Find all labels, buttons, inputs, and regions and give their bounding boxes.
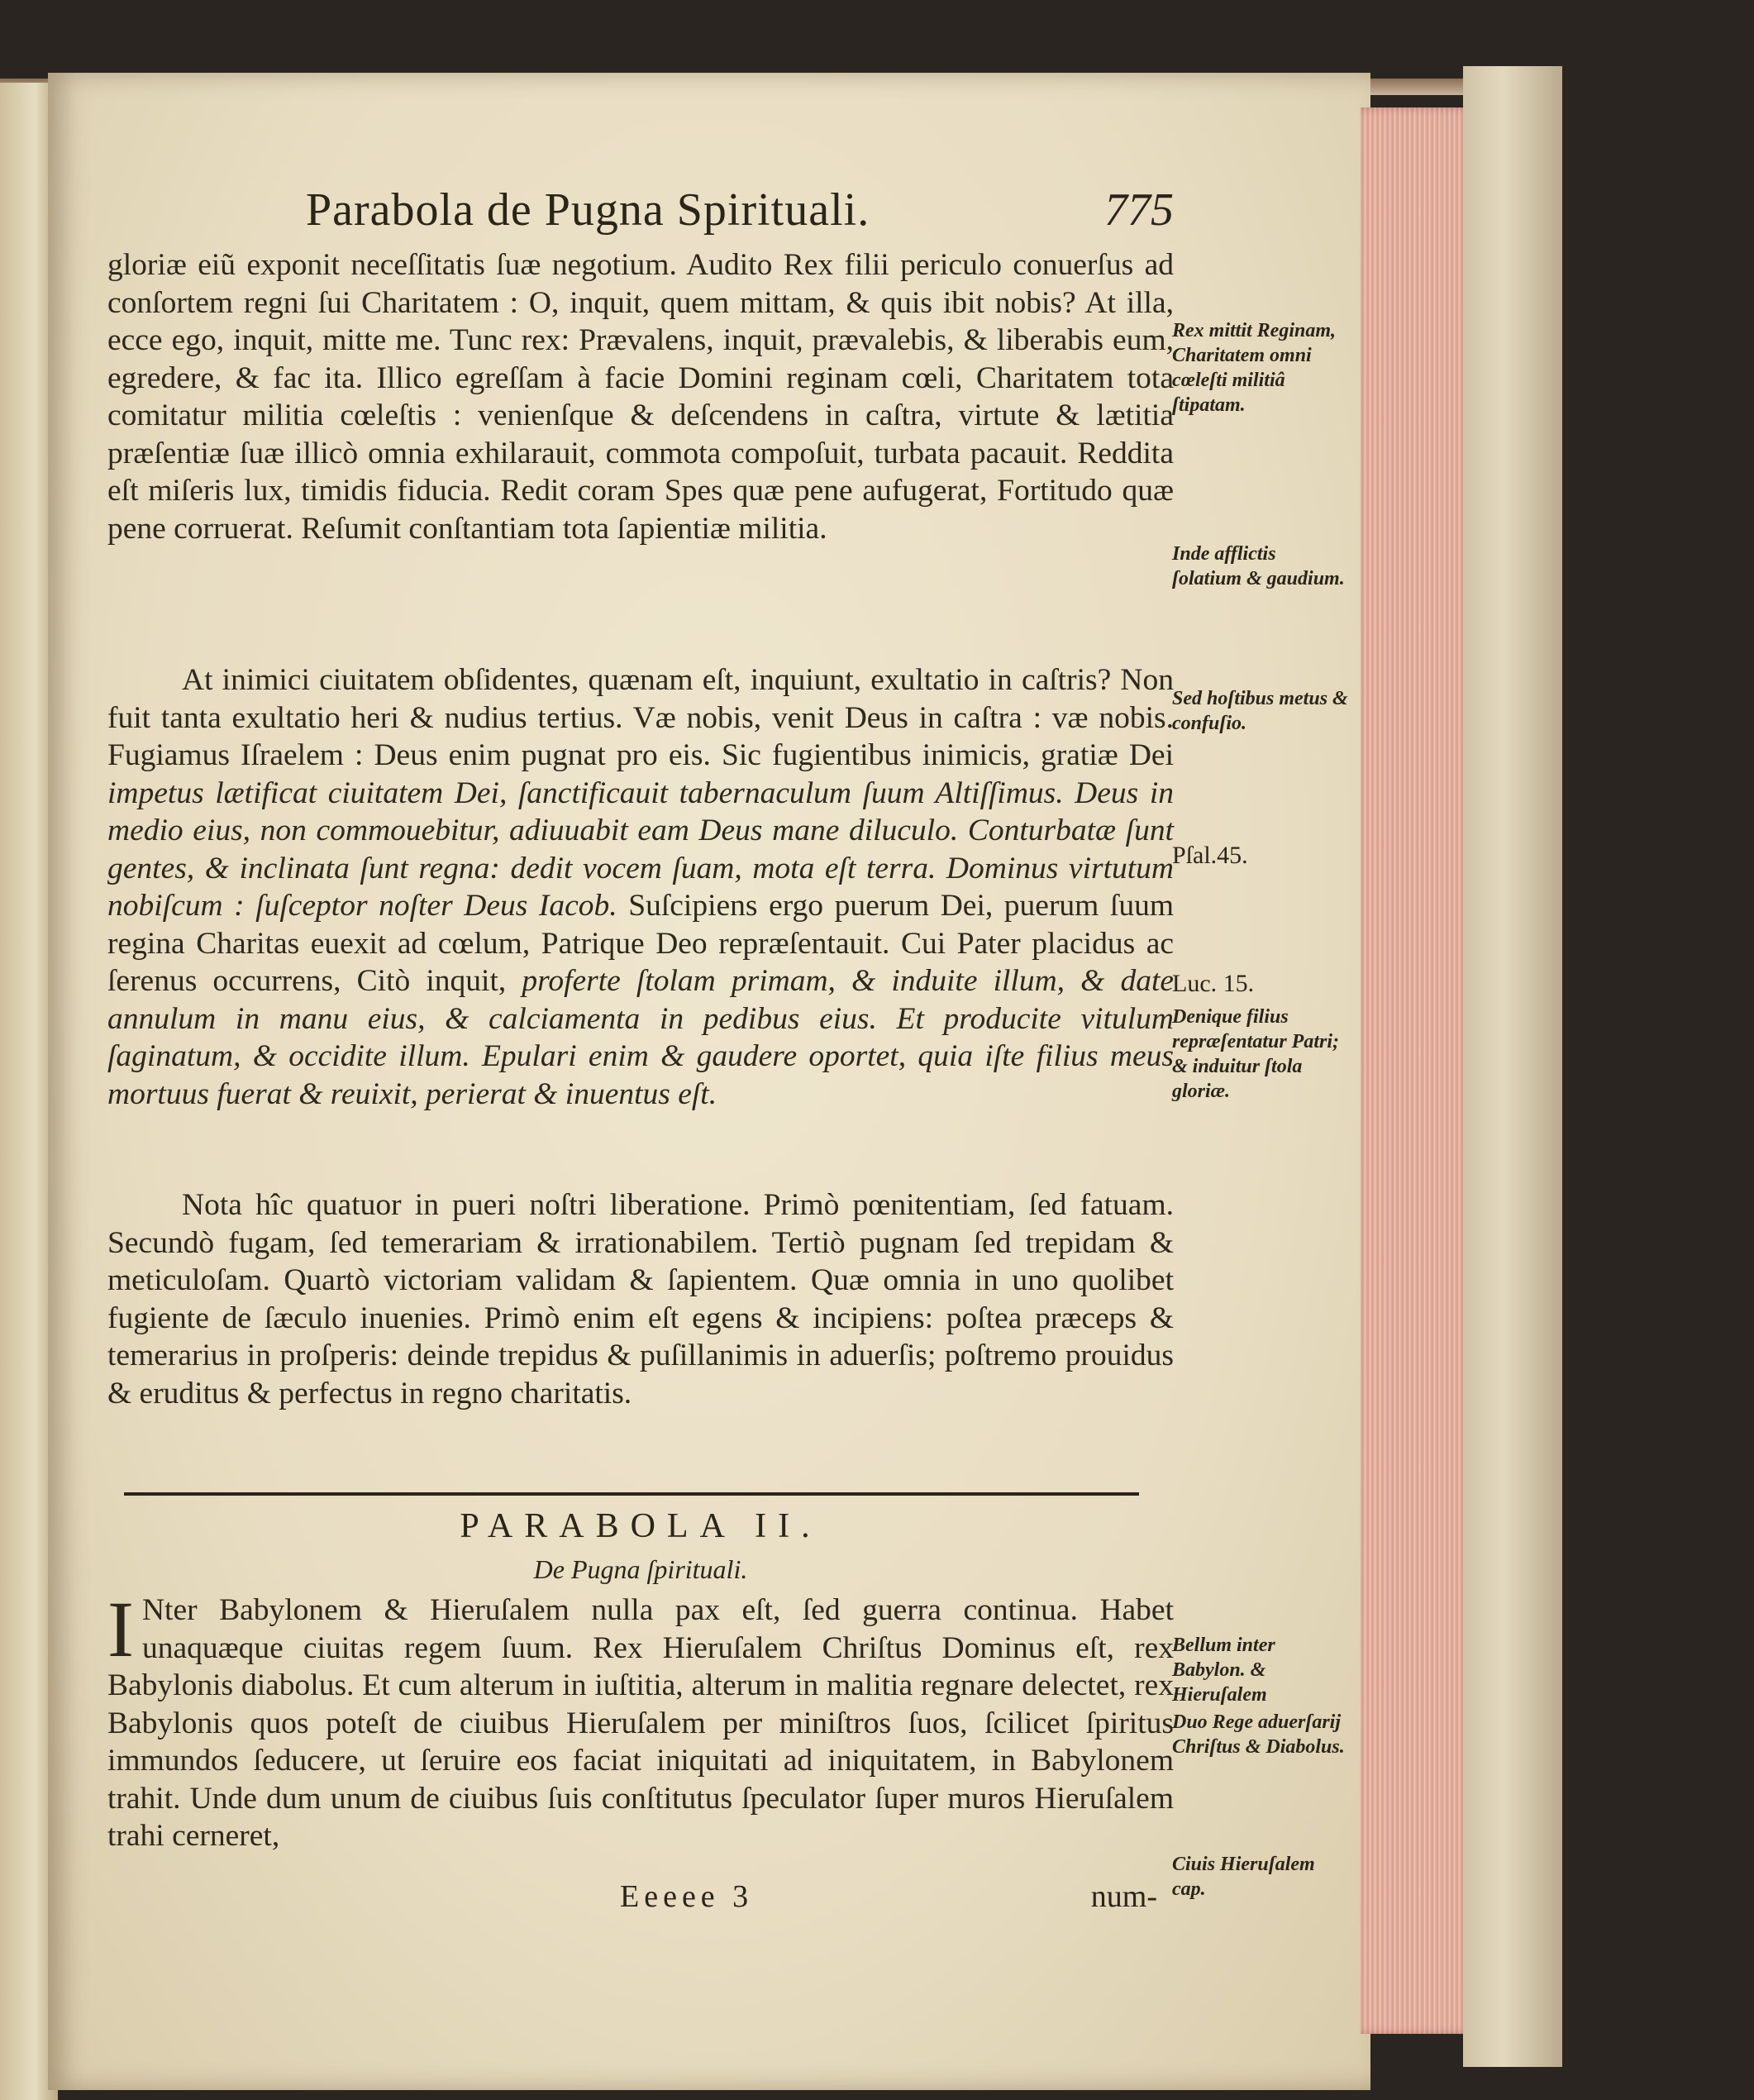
margin-note-9: Ciuis Hieruſalem cap.: [1172, 1854, 1315, 1900]
section-heading: PARABOLA II.: [460, 1507, 822, 1545]
paragraph-2-part-a: At inimici ciuitatem obſidentes, quænam eſt, inquiunt, exultatio in caſtris? Non fuit tanta exultatio heri & nudius tertius. Væ nobis, venit Deus in caſtra : væ nobis. Fugiamus Iſraelem : Deus enim pugnat pro eis. Sic fugientibus inimicis, gratiæ Dei: [107, 663, 1174, 772]
margin-note-3: Sed hoſtibus metus & confuſio.: [1172, 688, 1348, 734]
margin-note-luke-ref: Luc. 15.: [1172, 970, 1255, 997]
margin-note-6: Denique filius repræſentatur Patri; & induitur ſtola gloriæ.: [1172, 1006, 1340, 1102]
paragraph-2-text: [107, 661, 1174, 1113]
paragraph-1-text: gloriæ eiũ exponit neceſſitatis ſuæ negotium. Audito Rex filii periculo conuerſus ad conſortem regni ſui Charitatem : O, inquit, quem mittam, & quis ibit nobis? At illa, ecce ego, inquit, mitte me. Tunc rex: Prævalens, inquit, prævalebis, & liberabis eum, egredere, & fac ita. Illico egreſſam à facie Domini reginam cœli, Charitatem tota comitatur militia cœleſtis : venienſque & deſcendens in caſtra, virtute & lætitia præſentiæ ſuæ illicò omnia exhilarauit, commota compoſuit, turbata pacauit. Reddita eſt miſeris lux, timidis fiducia. Redit coram Spes quæ pene aufugerat, Fortitudo quæ pene corruerat. Reſumit conſtantiam tota ſapientiæ militia.: [107, 248, 1174, 546]
section-subheading: De Pugna ſpirituali.: [533, 1554, 748, 1584]
section-rule: [124, 1492, 1139, 1496]
paragraph-3-text: Nota hîc quatuor in pueri noſtri liberatione. Primò pœnitentiam, ſed fatuam. Secundò fugam, ſed temerariam & irrationabilem. Tertiò pugnam ſed trepidam & meticuloſam. Quartò victoriam validam & ſapientem. Quæ omnia in uno quolibet fugiente de ſæculo inuenies. Primò enim eſt egens & incipiens: poſtea præceps & temerarius in proſperis: deinde trepidus & puſillanimis in aduerſis; poſtremo prouidus & eruditus & perfectus in regno charitatis.: [107, 1188, 1174, 1410]
psalm-quotation: impetus lætificat ciuitatem Dei, ſanctificauit tabernaculum ſuum Altiſſimus. Deus in medio eius, non commouebitur, adiuuabit eam Deus mane diluculo. Conturbatæ ſunt gentes, & inclinata ſunt regna: dedit vocem ſuam, mota eſt terra. Dominus virtutum nobiſcum : ſuſceptor noſter Deus Iacob.: [107, 776, 1174, 923]
paragraph-2-part-c: Suſcipiens ergo puerum Dei, puerum ſuum regina Charitas euexit ad cœlum, Patrique Deo repræſentauit. Cui Pater placidus ac ſerenus occurrens, Citò inquit,: [107, 889, 1175, 998]
margin-note-psalm-ref: Pſal.45.: [1172, 842, 1248, 869]
margin-note-7: Bellum inter Babylon. & Hieruſalem: [1172, 1635, 1275, 1706]
catchword: num-: [1090, 1879, 1157, 1914]
running-header: [306, 184, 1174, 241]
luke-quotation: proferte ſtolam primam, & induite illum, & date annulum in manu eius, & calciamenta in pedibus eius. Et producite vitulum ſaginatum, & occidite illum. Epulari enim & gaudere oportet, quia iſte filius meus mortuus fuerat & reuixit, perierat & inuentus eſt.: [107, 964, 1175, 1111]
drop-cap: I: [107, 1585, 134, 1673]
margin-note-1: Rex mittit Reginam, Charitatem omni cœleſti militiâ ſtipatam.: [1172, 320, 1337, 416]
signature-mark: Eeeee 3: [620, 1879, 754, 1914]
margin-note-2: Inde afflictis ſolatium & gaudium.: [1172, 543, 1345, 589]
running-title: Parabola de Pugna Spirituali.: [306, 184, 870, 236]
page-edges: [1361, 107, 1475, 2034]
margin-note-8: Duo Rege aduerſarij Chriſtus & Diabolus.: [1172, 1711, 1345, 1758]
paragraph-1: [107, 246, 1174, 547]
book-cover-edge: [1463, 66, 1562, 2067]
paragraph-3: [107, 1186, 1174, 1412]
paragraph-4-text: Nter Babylonem & Hieruſalem nulla pax eſt, ſed guerra continua. Habet unaquæque ciuitas regem ſuum. Rex Hieruſalem Chriſtus Dominus eſt, rex Babylonis diabolus. Et cum alterum in iuſtitia, alterum in malitia regnare delectet, rex Babylonis quos poteſt de ciuibus Hieruſalem per miniſtros ſuos, ſcilicet ſpiritus immundos ſeducere, ut ſeruire eos faciat iniquitati ad iniquitatem, in Babylonem trahit. Unde dum unum de ciuibus ſuis conſtitutus ſpeculator ſuper muros Hieruſalem trahi cerneret,: [107, 1593, 1174, 1853]
paragraph-2: [107, 661, 1174, 1113]
footer-line: [107, 1878, 1174, 1920]
paragraph-4: [107, 1585, 1174, 1855]
page-number: 775: [1104, 184, 1174, 236]
